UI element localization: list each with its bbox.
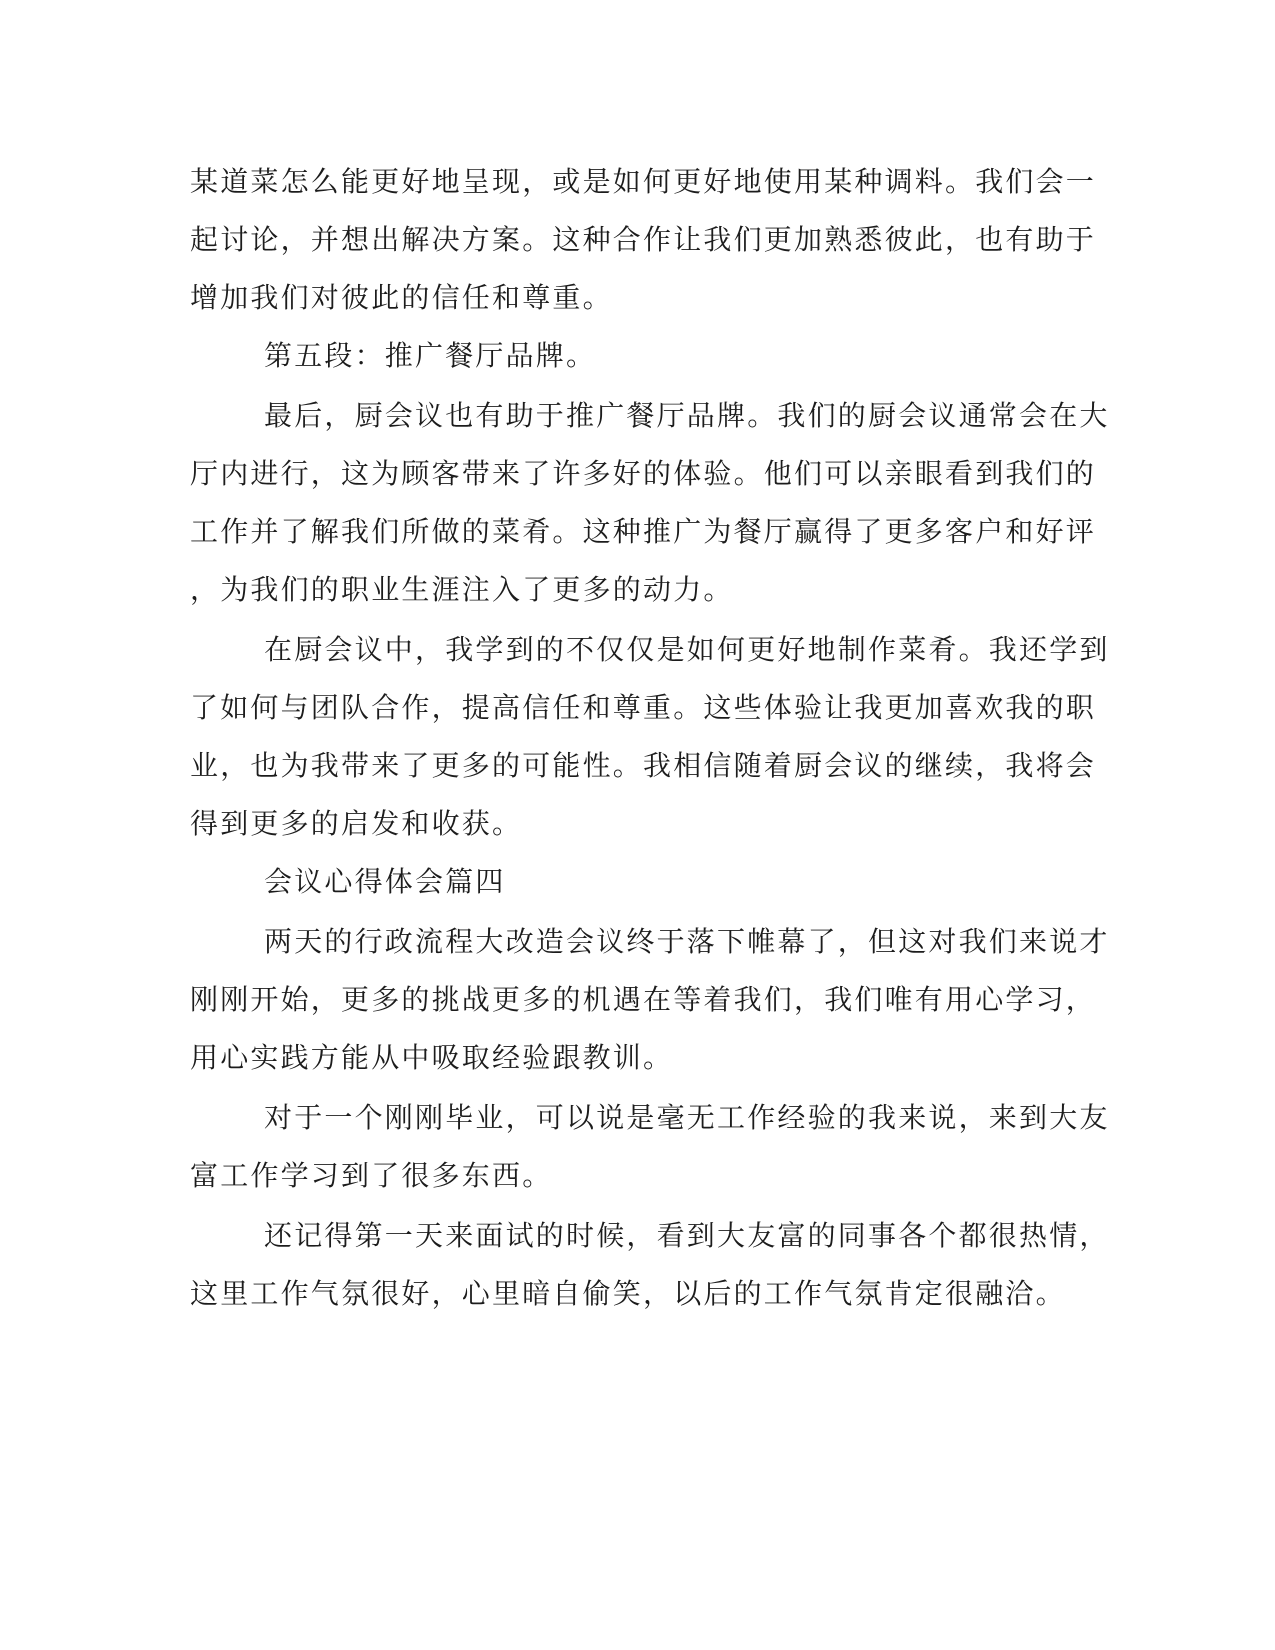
paragraph-line: 刚刚开始，更多的挑战更多的机遇在等着我们，我们唯有用心学习， bbox=[190, 983, 1097, 1016]
paragraph-line: 富工作学习到了很多东西。 bbox=[190, 1159, 553, 1192]
paragraph-line: 增加我们对彼此的信任和尊重。 bbox=[190, 281, 613, 314]
paragraph-line: 对于一个刚刚毕业，可以说是毫无工作经验的我来说，来到大友 bbox=[264, 1101, 1110, 1134]
paragraph-line: 在厨会议中，我学到的不仅仅是如何更好地制作菜肴。我还学到 bbox=[264, 633, 1110, 666]
section-heading: 会议心得体会篇四 bbox=[264, 865, 506, 898]
paragraph-line: 起讨论，并想出解决方案。这种合作让我们更加熟悉彼此，也有助于 bbox=[190, 223, 1097, 256]
paragraph-line: 工作并了解我们所做的菜肴。这种推广为餐厅赢得了更多客户和好评 bbox=[190, 515, 1097, 548]
paragraph-line: ，为我们的职业生涯注入了更多的动力。 bbox=[190, 573, 734, 606]
paragraph-line: 了如何与团队合作，提高信任和尊重。这些体验让我更加喜欢我的职 bbox=[190, 691, 1097, 724]
paragraph-line: 业，也为我带来了更多的可能性。我相信随着厨会议的继续，我将会 bbox=[190, 749, 1097, 782]
paragraph-line: 得到更多的启发和收获。 bbox=[190, 807, 523, 840]
paragraph-line: 最后，厨会议也有助于推广餐厅品牌。我们的厨会议通常会在大 bbox=[264, 399, 1110, 432]
paragraph-line: 这里工作气氛很好，心里暗自偷笑，以后的工作气氛肯定很融洽。 bbox=[190, 1277, 1066, 1310]
paragraph-line: 某道菜怎么能更好地呈现，或是如何更好地使用某种调料。我们会一 bbox=[190, 165, 1097, 198]
paragraph-line: 两天的行政流程大改造会议终于落下帷幕了，但这对我们来说才 bbox=[264, 925, 1110, 958]
paragraph-line: 厅内进行，这为顾客带来了许多好的体验。他们可以亲眼看到我们的 bbox=[190, 457, 1097, 490]
paragraph-line: 用心实践方能从中吸取经验跟教训。 bbox=[190, 1041, 674, 1074]
paragraph-line: 还记得第一天来面试的时候，看到大友富的同事各个都很热情， bbox=[264, 1219, 1110, 1252]
section-heading: 第五段：推广餐厅品牌。 bbox=[264, 339, 597, 372]
